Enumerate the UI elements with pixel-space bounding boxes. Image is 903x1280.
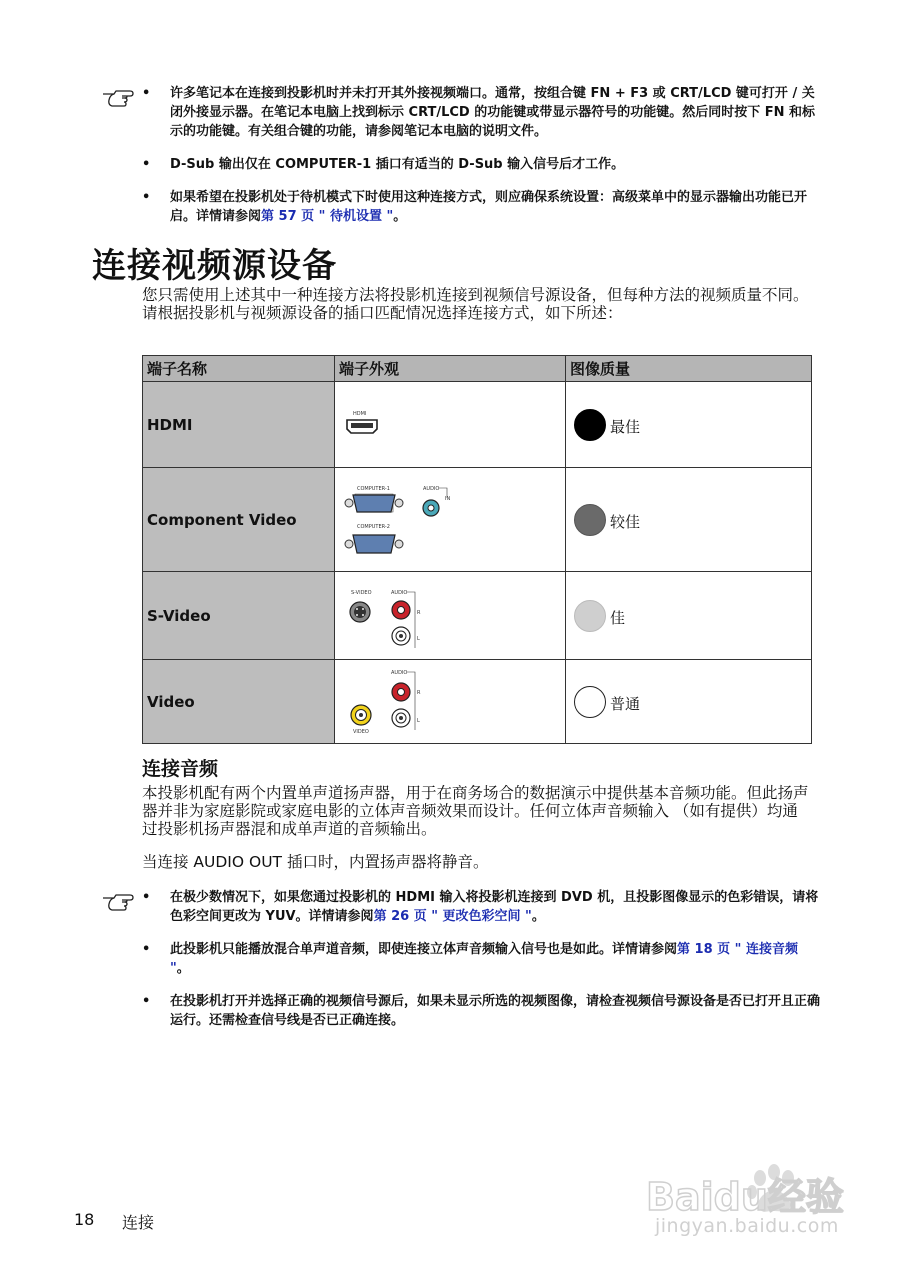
- quality-label: 佳: [610, 609, 626, 627]
- connect-audio-link[interactable]: 第 18 页 " 连接音频 ": [170, 942, 798, 976]
- right-channel-label: R: [417, 610, 421, 616]
- right-channel-label: R: [417, 690, 421, 696]
- hdmi-port-cell: [335, 382, 566, 468]
- note-item: • 在投影机打开并选择正确的视频信号源后，如果未显示所选的视频图像，请检查视频信号源设备是否已打开且正确运行。还需检查信号线是否已正确连接。: [142, 994, 821, 1028]
- standby-settings-link[interactable]: 第 57 页 " 待机设置 ": [261, 209, 394, 224]
- bullet-symbol: •: [142, 890, 151, 905]
- hdmi-port-icon: [335, 382, 563, 468]
- port-comparison-table: [142, 355, 812, 744]
- quality-label: 较佳: [610, 513, 641, 531]
- video-port-cell: [335, 660, 566, 744]
- left-channel-label: L: [417, 636, 420, 642]
- table-row: [143, 382, 812, 468]
- header-image-quality: 图像质量: [566, 356, 812, 382]
- composite-video-port-icon: [335, 660, 563, 744]
- quality-cell-video: [566, 660, 812, 744]
- quality-indicator-dot: [574, 686, 606, 718]
- svideo-label: S-VIDEO: [351, 590, 372, 596]
- table-row: [143, 468, 812, 572]
- audio-in-label: IN: [445, 496, 451, 502]
- vga-port-icon: [335, 468, 563, 572]
- bullet-symbol: •: [142, 994, 151, 1009]
- bullet-symbol: •: [142, 190, 151, 205]
- color-space-link[interactable]: 第 26 页 " 更改色彩空间 ": [373, 909, 532, 924]
- header-terminal-name: 端子名称: [143, 356, 335, 382]
- quality-label: 普通: [610, 695, 641, 713]
- svideo-port-icon: [335, 572, 563, 660]
- table-row: [143, 572, 812, 660]
- quality-cell-svideo: [566, 572, 812, 660]
- computer2-label: COMPUTER-2: [357, 524, 390, 530]
- quality-indicator-dot: [574, 504, 606, 536]
- watermark-brand: Baidu经验: [646, 1175, 844, 1219]
- component-port-cell: [335, 468, 566, 572]
- table-header-row: [143, 356, 812, 382]
- pointing-hand-icon: [100, 86, 138, 110]
- hdmi-port-label: HDMI: [353, 411, 367, 417]
- bottom-note-block: [100, 888, 820, 1044]
- header-terminal-look: 端子外观: [335, 356, 566, 382]
- bullet-symbol: •: [142, 86, 151, 101]
- quality-indicator-dot: [574, 409, 606, 441]
- row-name-video: Video: [143, 660, 335, 744]
- svideo-port-cell: [335, 572, 566, 660]
- left-channel-label: L: [417, 718, 420, 724]
- note-item: • 如果希望在投影机处于待机模式下时使用这种连接方式，则应确保系统设置：高级菜单中的显示器输出功能已开启。详情请参阅第 57 页 " 待机设置 "。: [142, 190, 808, 224]
- row-name-component: Component Video: [143, 468, 335, 572]
- note-item: • 在极少数情况下，如果您通过投影机的 HDMI 输入将投影机连接到 DVD 机，且投影图像显示的色彩错误，请将色彩空间更改为 YUV。详情请参阅第 26 页 " 更改色彩空间 "。: [142, 890, 819, 924]
- quality-label: 最佳: [610, 418, 641, 436]
- note-item: • D-Sub 输出仅在 COMPUTER-1 插口有适当的 D-Sub 输入信号后才工作。: [142, 157, 625, 172]
- computer1-label: COMPUTER-1: [357, 486, 390, 492]
- audio-label: AUDIO: [391, 590, 408, 596]
- row-name-svideo: S-Video: [143, 572, 335, 660]
- bullet-symbol: •: [142, 942, 151, 957]
- audio-label: AUDIO: [423, 486, 440, 492]
- audio-label: AUDIO: [391, 670, 408, 676]
- top-note-block: [100, 84, 820, 240]
- page-number: 18: [74, 1210, 95, 1229]
- bullet-symbol: •: [142, 157, 151, 172]
- quality-cell-component: [566, 468, 812, 572]
- table-row: [143, 660, 812, 744]
- pointing-hand-icon: [100, 890, 138, 914]
- audio-paragraph: 本投影机配有两个内置单声道扬声器，用于在商务场合的数据演示中提供基本音频功能。但此扬声器并非为家庭影院或家庭电影的立体声音频效果而设计。任何立体声音频输入 （如有提供）均通过投影机扬声器混和成单声道的音频输出。: [142, 784, 809, 838]
- note-item: • 此投影机只能播放混合单声道音频，即使连接立体声音频输入信号也是如此。详情请参阅第 18 页 " 连接音频 "。: [142, 942, 798, 976]
- watermark-url: jingyan.baidu.com: [655, 1215, 839, 1237]
- row-name-hdmi: HDMI: [143, 382, 335, 468]
- section-label: 连接: [122, 1213, 155, 1232]
- audio-subheading: 连接音频: [142, 758, 219, 780]
- quality-indicator-dot: [574, 600, 606, 632]
- note-item: • 许多笔记本在连接到投影机时并未打开其外接视频端口。通常，按组合键 FN + F3 或 CRT/LCD 键可打开 / 关闭外接显示器。在笔记本电脑上找到标示 CRT/LCD 的功能键或带显示器符号的功能键。然后同时按下 FN 和标示的功能键。有关组合键的功能，请参阅笔记本电脑的说明文件。: [142, 86, 816, 139]
- intro-paragraph: 您只需使用上述其中一种连接方法将投影机连接到视频信号源设备，但每种方法的视频质量不同。请根据投影机与视频源设备的插口匹配情况选择连接方式，如下所述：: [142, 286, 809, 322]
- audio-out-paragraph: 当连接 AUDIO OUT 插口时，内置扬声器将静音。: [142, 853, 489, 871]
- section-heading: 连接视频源设备: [92, 246, 337, 286]
- quality-cell-hdmi: [566, 382, 812, 468]
- video-label: VIDEO: [353, 729, 369, 735]
